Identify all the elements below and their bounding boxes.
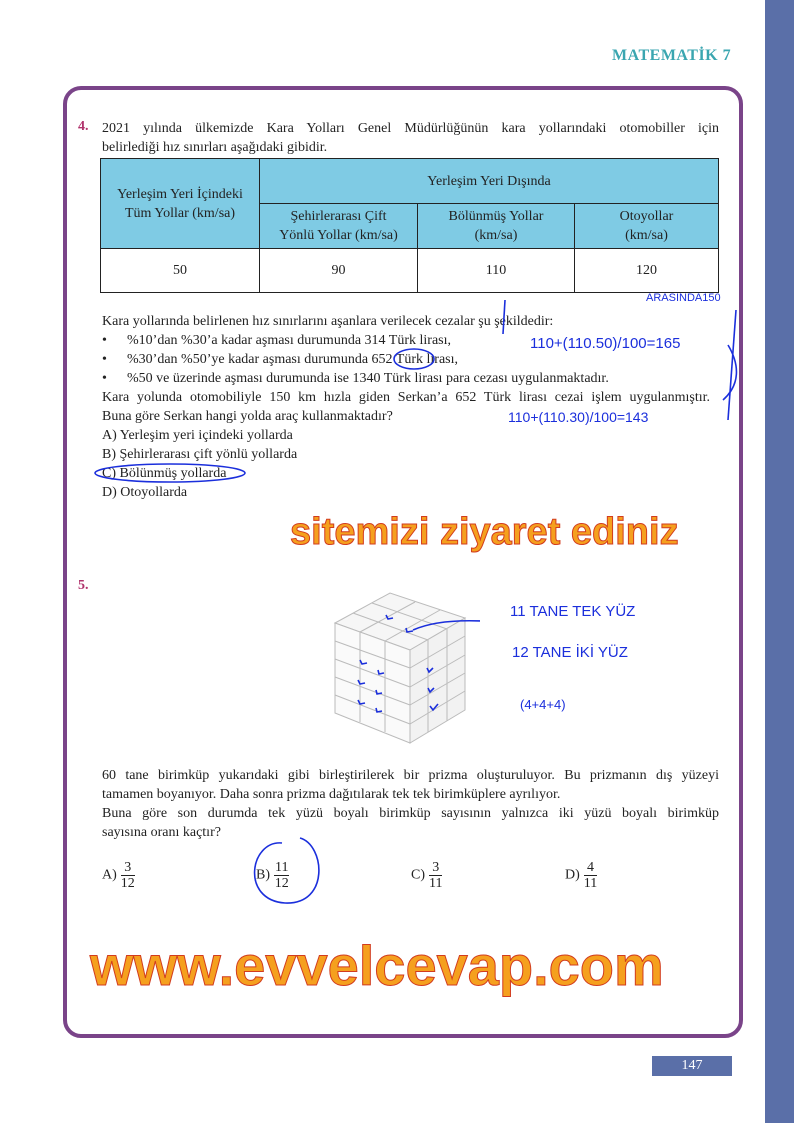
- q5-line1: 60 tane birimküp yukarıdaki gibi birleştirilerek bir prizma oluşturuluyor. Bu prizmanın dış yüzeyi: [102, 768, 719, 783]
- q4-option-c: C) Bölünmüş yollarda: [102, 466, 227, 481]
- q5-line4: sayısına oranı kaçtır?: [102, 825, 221, 840]
- q5-option-b: B) $\frac{11}{12}$: [256, 860, 289, 891]
- q5-line2: tamamen boyanıyor. Daha sonra prizma dağıtılarak tek tek birimküplere ayrılıyor.: [102, 787, 561, 802]
- q4-question: Buna göre Serkan hangi yolda araç kullanmaktadır?: [102, 409, 393, 424]
- bullet-item: %30’dan %50’ye kadar aşması durumunda 652 Türk lirası,: [127, 352, 458, 367]
- page-number: 147: [652, 1056, 732, 1076]
- handwritten-calculation: 110+(110.50)/100=165: [530, 335, 681, 352]
- handwritten-note: 12 TANE İKİ YÜZ: [512, 644, 628, 661]
- table-cell: 90: [260, 249, 418, 293]
- q4-intro-line2: belirlediği hız sınırları aşağıdaki gibidir.: [102, 140, 328, 155]
- header-cell-inside: Yerleşim Yeri İçindeki Tüm Yollar (km/sa): [101, 159, 260, 249]
- q4-intro-line1: 2021 yılında ülkemizde Kara Yolları Genel Müdürlüğünün kara yollarındaki otomobiller için: [102, 121, 719, 136]
- q5-option-a: A) $\frac{3}{12}$: [102, 860, 135, 891]
- table-cell: 110: [418, 249, 575, 293]
- q5-option-c: C) $\frac{3}{11}$: [411, 860, 443, 891]
- q5-option-d: D) $\frac{4}{11}$: [565, 860, 598, 891]
- header-cell-outside: Yerleşim Yeri Dışında: [260, 159, 719, 204]
- handwritten-calculation: 110+(110.30)/100=143: [508, 409, 649, 425]
- q4-scenario: Kara yolunda otomobiliyle 150 km hızla giden Serkan’a 652 Türk lirası cezai işlem uygulanmıştır.: [102, 390, 710, 405]
- bullet-dot: •: [102, 371, 107, 386]
- penalty-intro: Kara yollarında belirlenen hız sınırlarını aşanlara verilecek cezalar şu şekildedir:: [102, 314, 554, 329]
- question-5-number: 5.: [78, 578, 89, 593]
- subject-header: MATEMATİK 7: [612, 47, 732, 64]
- q4-option-b: B) Şehirlerarası çift yönlü yollarda: [102, 447, 298, 462]
- bullet-item: %50 ve üzerinde aşması durumunda ise 1340 Türk lirası para cezası uygulanmaktadır.: [127, 371, 609, 386]
- q4-option-d: D) Otoyollarda: [102, 485, 188, 500]
- watermark-visit: sitemizi ziyaret ediniz: [290, 511, 679, 553]
- table-cell: 50: [101, 249, 260, 293]
- header-cell-highway: Otoyollar (km/sa): [575, 204, 719, 249]
- header-cell-intercity: Şehirlerarası Çift Yönlü Yollar (km/sa): [260, 204, 418, 249]
- header-cell-divided: Bölünmüş Yollar (km/sa): [418, 204, 575, 249]
- q5-line3: Buna göre son durumda tek yüzü boyalı birimküp sayısının yalnızca iki yüzü boyalı birimküp: [102, 806, 719, 821]
- bullet-dot: •: [102, 333, 107, 348]
- handwritten-note: 11 TANE TEK YÜZ: [510, 603, 636, 620]
- bullet-dot: •: [102, 352, 107, 367]
- bullet-item: %10’dan %30’a kadar aşması durumunda 314 Türk lirası,: [127, 333, 451, 348]
- question-4-number: 4.: [78, 119, 89, 134]
- handwritten-note: (4+4+4): [520, 697, 566, 712]
- q4-option-a: A) Yerleşim yeri içindeki yollarda: [102, 428, 293, 443]
- watermark-site: www.evvelcevap.com: [90, 934, 664, 997]
- table-cell: 120: [575, 249, 719, 293]
- handwritten-note: ARASINDA150: [646, 292, 721, 304]
